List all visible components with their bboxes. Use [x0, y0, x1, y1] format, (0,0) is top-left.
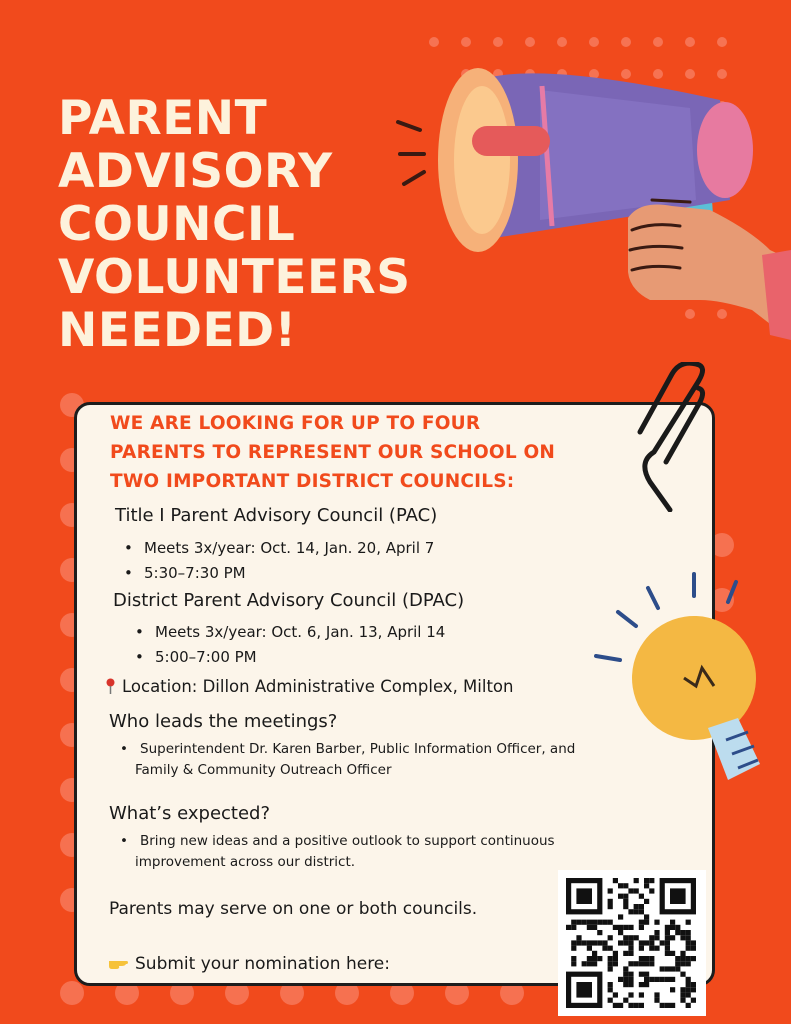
- intro-heading: [110, 409, 630, 496]
- pointing-hand-icon: [107, 955, 129, 969]
- dpac-meetings: • Meets 3x/year: Oct. 6, Jan. 13, April 14: [155, 623, 445, 641]
- lightbulb-illustration: [588, 568, 778, 798]
- leaders-line-2: Family & Community Outreach Officer: [135, 762, 392, 778]
- qr-code-graphic: [558, 870, 706, 1016]
- intro-line-3: TWO IMPORTANT DISTRICT COUNCILS:: [110, 471, 515, 492]
- expected-line-2: improvement across our district.: [135, 854, 356, 870]
- intro-line-2: PARENTS TO REPRESENT OUR SCHOOL ON: [110, 442, 556, 463]
- qr-code[interactable]: [558, 870, 706, 1016]
- serve-note: Parents may serve on one or both councils.: [109, 899, 478, 919]
- sound-lines-icon: [398, 122, 424, 184]
- dpac-heading: District Parent Advisory Council (DPAC): [113, 590, 465, 611]
- submit-row: [107, 954, 390, 974]
- leaders-line-1: • Superintendent Dr. Karen Barber, Public Information Officer, and: [140, 739, 575, 760]
- leaders-heading: Who leads the meetings?: [109, 711, 338, 732]
- pin-icon: [105, 678, 116, 694]
- expected-heading: What’s expected?: [109, 803, 271, 824]
- pac-heading: Title I Parent Advisory Council (PAC): [115, 505, 438, 526]
- title-line-2: ADVISORY: [58, 144, 333, 199]
- location-row: [105, 677, 513, 696]
- title-line-3: COUNCIL: [58, 197, 296, 252]
- megaphone-illustration: [390, 50, 791, 350]
- intro-line-1: WE ARE LOOKING FOR UP TO FOUR: [110, 413, 481, 434]
- location-text: Location: Dillon Administrative Complex, Milton: [122, 677, 514, 696]
- title-line-4: VOLUNTEERS: [58, 250, 411, 305]
- submit-text: Submit your nomination here:: [135, 954, 390, 974]
- paperclip-illustration: [630, 362, 720, 512]
- pac-time: • 5:30–7:30 PM: [144, 564, 246, 582]
- dpac-time: • 5:00–7:00 PM: [155, 648, 257, 666]
- expected-line-1: • Bring new ideas and a positive outlook to support continuous: [140, 831, 555, 852]
- title-line-1: PARENT: [58, 91, 268, 146]
- title-line-5: NEEDED!: [58, 303, 297, 358]
- pac-meetings: • Meets 3x/year: Oct. 14, Jan. 20, April 7: [144, 539, 434, 557]
- page-title: [58, 92, 438, 357]
